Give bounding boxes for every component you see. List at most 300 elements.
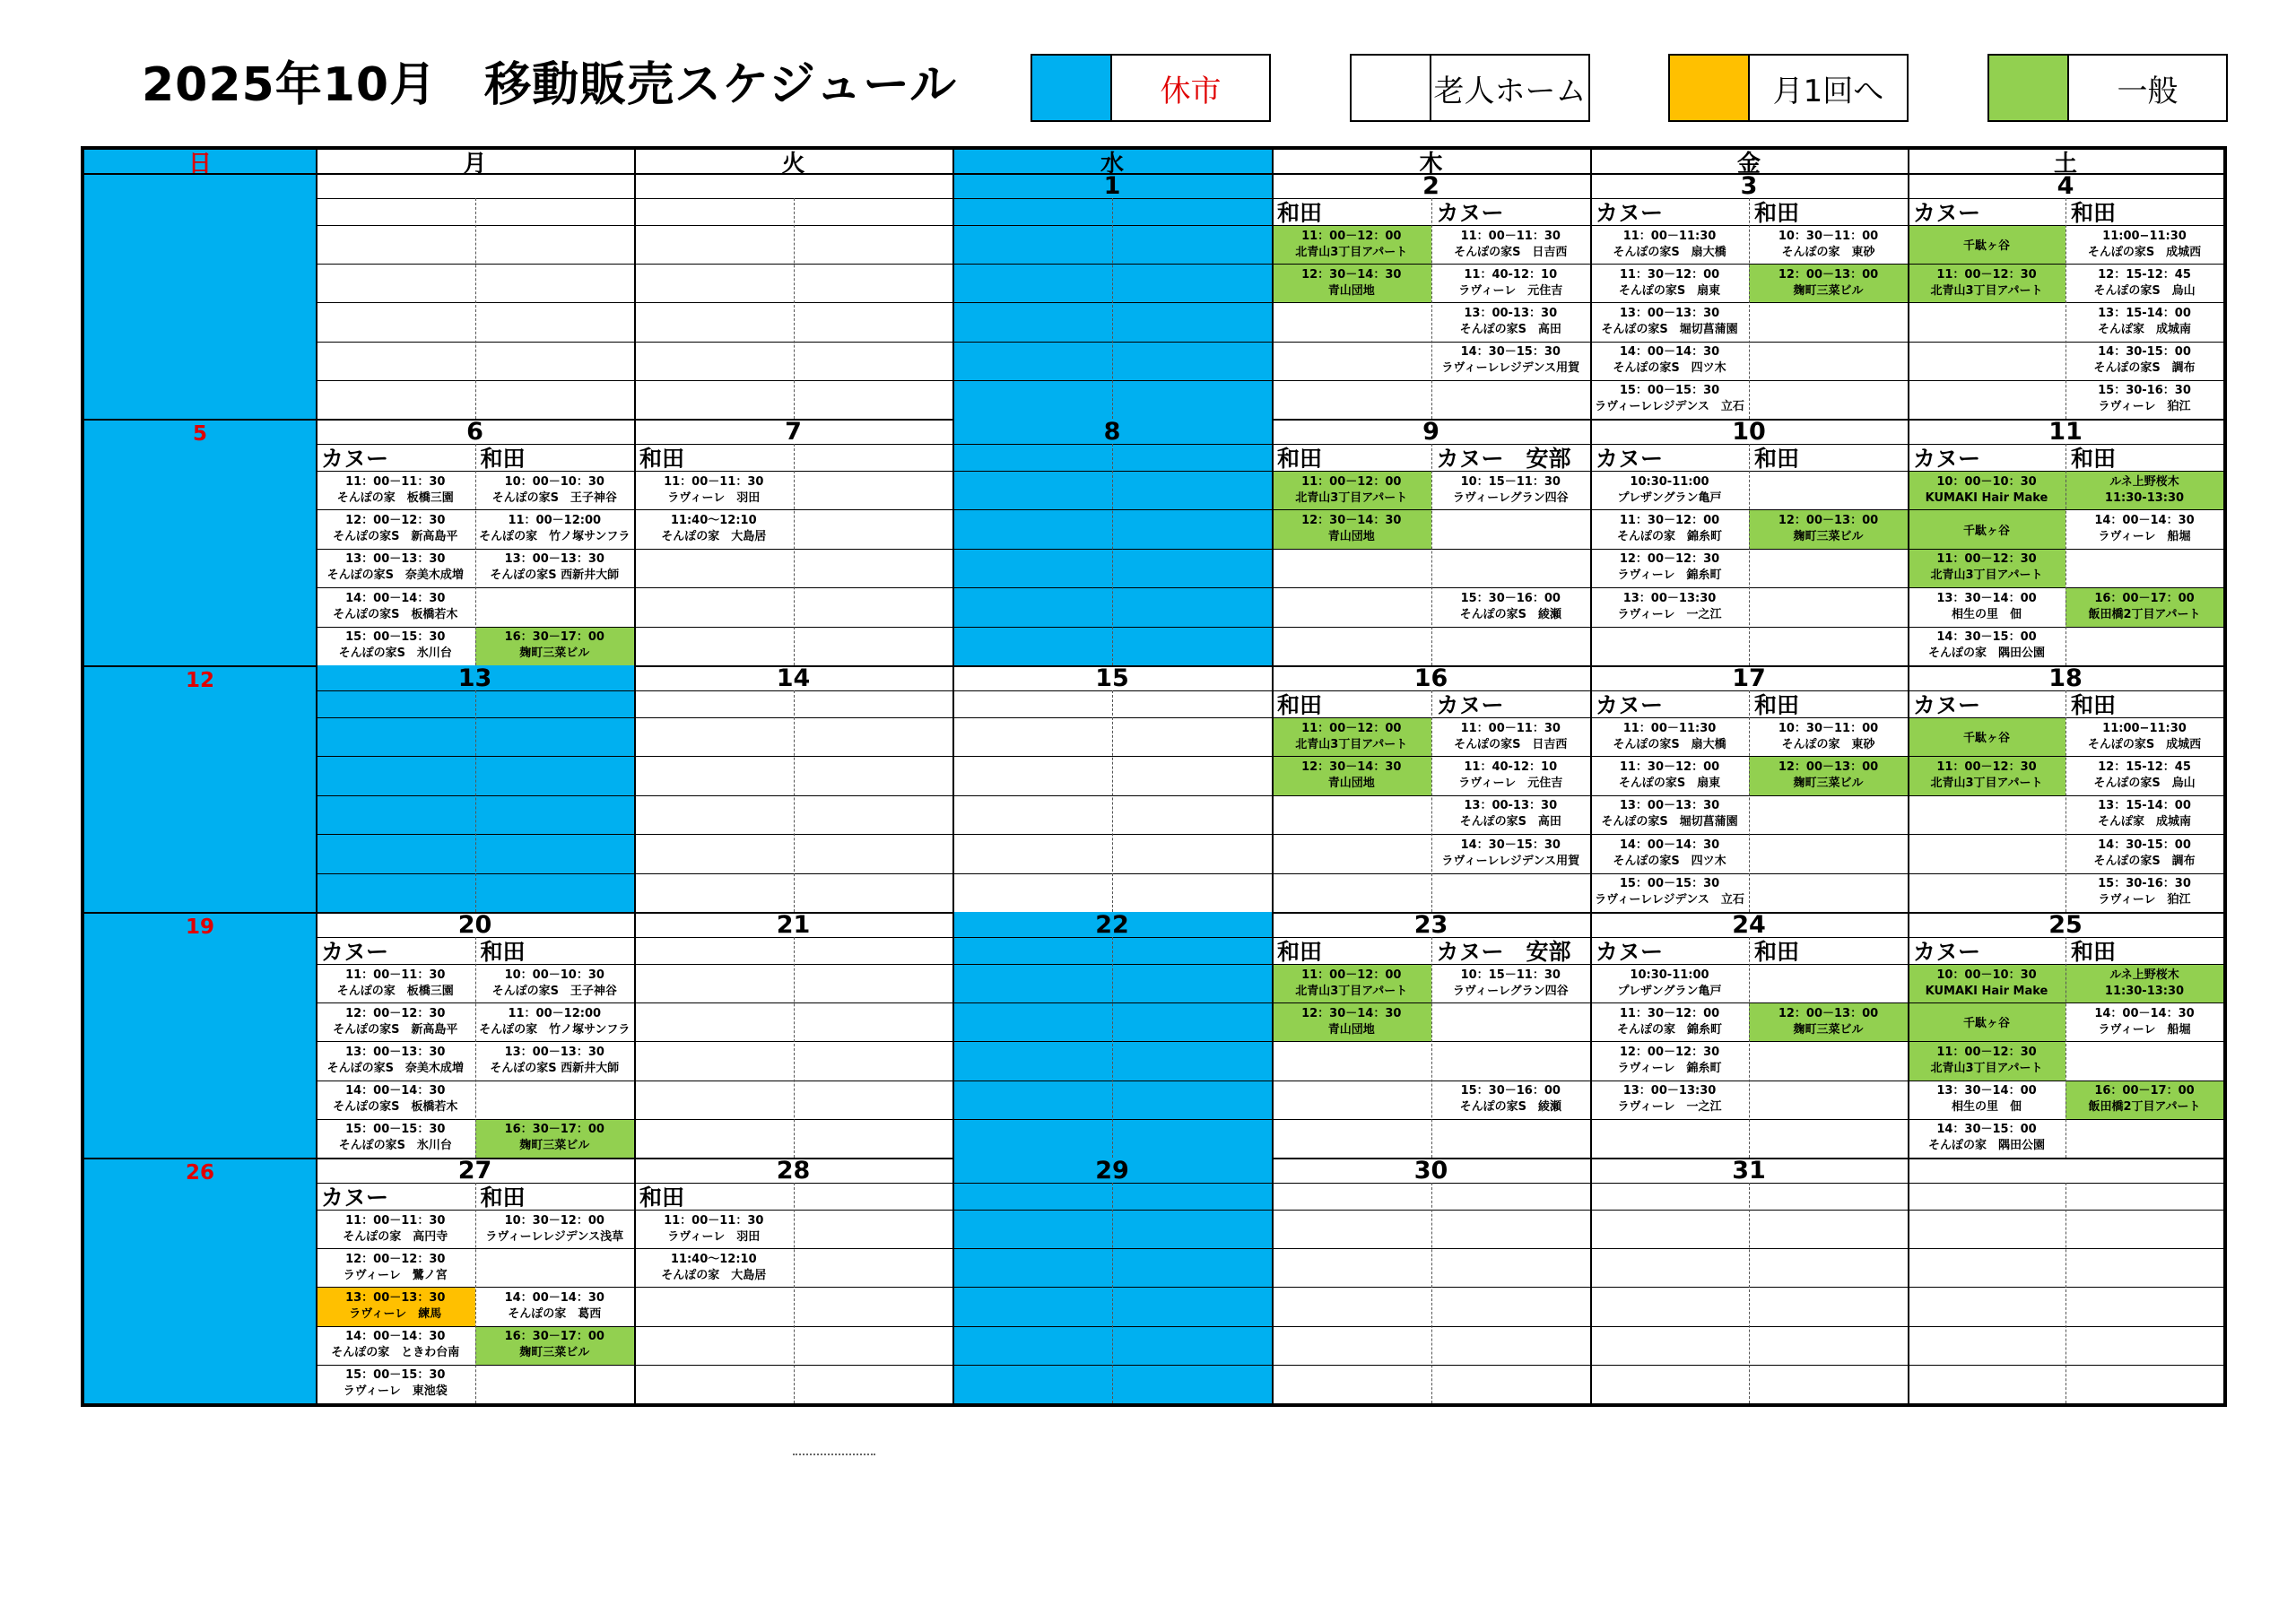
event-place: 麹町三菜ビル bbox=[519, 1346, 590, 1360]
grid-line bbox=[1112, 937, 1113, 1158]
event-cell bbox=[1431, 587, 1591, 626]
staff-name: カヌー bbox=[321, 1185, 389, 1210]
grid-line bbox=[1431, 1183, 1432, 1403]
grid-line bbox=[1112, 444, 1113, 665]
legend-label: 休市 bbox=[1160, 73, 1222, 109]
staff-name: 和田 bbox=[2071, 446, 2117, 471]
date-number: 13 bbox=[457, 665, 492, 690]
event-cell-highlight bbox=[475, 1119, 635, 1158]
event-cell bbox=[1431, 964, 1591, 1002]
staff-name: 和田 bbox=[639, 446, 685, 471]
weekday-header: 木 bbox=[1419, 150, 1443, 173]
event-place: 千駄ヶ谷 bbox=[1962, 524, 2010, 538]
event-time: 12：00－13：00 bbox=[1778, 1006, 1879, 1020]
legend-swatch bbox=[1670, 56, 1750, 120]
event-place: 相生の里 佃 bbox=[1951, 607, 2022, 621]
event-cell-highlight bbox=[475, 1326, 635, 1365]
event-cell bbox=[475, 509, 635, 548]
legend-item bbox=[1031, 54, 1271, 122]
event-time: 10:30-11:00 bbox=[1630, 968, 1709, 982]
event-time: 12：00－12：30 bbox=[1619, 1045, 1720, 1059]
grid-line bbox=[1749, 1183, 1750, 1403]
event-cell bbox=[1590, 873, 1749, 912]
event-time: 12：00－12：30 bbox=[345, 1006, 446, 1020]
event-cell bbox=[475, 964, 635, 1002]
event-place: そんぽの家S 氷川台 bbox=[338, 1139, 452, 1153]
weekday-header: 土 bbox=[2053, 150, 2077, 173]
date-number: 7 bbox=[785, 419, 802, 444]
event-place: 麹町三菜ビル bbox=[1793, 1022, 1864, 1037]
event-cell bbox=[2066, 509, 2223, 548]
event-cell bbox=[316, 1081, 475, 1119]
event-place: 11:30-13:30 bbox=[2104, 984, 2185, 998]
event-time: 11：00－12:00 bbox=[508, 514, 602, 528]
event-time: 11：00－11：30 bbox=[345, 474, 446, 489]
event-time: 10：00－10：30 bbox=[504, 968, 604, 982]
dotted-mark bbox=[793, 1454, 875, 1455]
event-place: ラヴィーレ 鷺ノ宮 bbox=[343, 1268, 448, 1282]
sunday-date: 5 bbox=[192, 422, 207, 446]
event-cell bbox=[634, 1210, 794, 1248]
event-cell bbox=[2066, 717, 2223, 756]
event-time: 10：30－12：00 bbox=[504, 1213, 604, 1228]
event-cell bbox=[2066, 380, 2223, 419]
event-time: 13：00－13：30 bbox=[504, 552, 604, 567]
event-cell-highlight bbox=[1749, 1002, 1908, 1041]
page-title: 2025年10月 移動販売スケジュール bbox=[142, 58, 957, 112]
sunday-date: 26 bbox=[185, 1161, 214, 1185]
staff-name: カヌー bbox=[1913, 692, 1981, 717]
event-cell bbox=[475, 1210, 635, 1248]
grid-line bbox=[316, 150, 317, 1403]
event-place: 北青山3丁目アパート bbox=[1295, 984, 1408, 998]
date-number: 8 bbox=[1103, 419, 1121, 444]
event-cell bbox=[2066, 1002, 2223, 1041]
weekday-header: 金 bbox=[1736, 150, 1761, 173]
date-number: 29 bbox=[1095, 1158, 1129, 1183]
event-place: ラヴィーレ 船堀 bbox=[2098, 530, 2191, 544]
date-number: 18 bbox=[2048, 665, 2083, 690]
event-place: そんぽの家 隅田公園 bbox=[1927, 1139, 2045, 1153]
event-time: 11：00－11：30 bbox=[345, 1213, 446, 1228]
event-place: ラヴィーレ 狛江 bbox=[2098, 893, 2191, 907]
event-time: 11:00−11:30 bbox=[2102, 721, 2187, 735]
event-cell-highlight bbox=[316, 1287, 475, 1325]
date-number: 14 bbox=[776, 665, 811, 690]
event-cell bbox=[634, 1248, 794, 1287]
event-cell bbox=[634, 471, 794, 509]
staff-name: カヌー bbox=[1436, 692, 1504, 717]
event-time: 13：00－13：30 bbox=[345, 1290, 446, 1305]
event-time: 10：15－11：30 bbox=[1460, 474, 1561, 489]
event-place: 北青山3丁目アパート bbox=[1930, 283, 2043, 298]
event-place: KUMAKI Hair Make bbox=[1925, 490, 2048, 505]
event-place: そんぽの家S 高田 bbox=[1459, 815, 1561, 829]
event-time: 14：30－15：30 bbox=[1460, 838, 1561, 852]
event-time: 14：30-15：00 bbox=[2098, 838, 2191, 852]
event-cell-highlight bbox=[475, 627, 635, 665]
grid-line bbox=[794, 1183, 795, 1403]
event-place: 青山団地 bbox=[1327, 777, 1375, 791]
event-time: 11：30－12：00 bbox=[1619, 1006, 1720, 1020]
grid-line bbox=[794, 937, 795, 1158]
event-place: そんぽの家S 日吉西 bbox=[1454, 737, 1568, 751]
event-time: 15：00－15：30 bbox=[345, 630, 446, 645]
event-time: 10：00－10：30 bbox=[1936, 968, 2037, 982]
event-time: 14：00－14：30 bbox=[1619, 345, 1720, 360]
event-time: 14：00－14：30 bbox=[1619, 838, 1720, 852]
event-place: そんぽの家S 新高島平 bbox=[333, 530, 458, 544]
event-cell bbox=[1590, 509, 1749, 548]
staff-name: カヌー 安部 bbox=[1436, 939, 1571, 964]
event-time: 11：00－12：00 bbox=[1301, 474, 1402, 489]
event-place: そんぽの家S 調布 bbox=[2093, 854, 2196, 868]
event-time: 10：15－11：30 bbox=[1460, 968, 1561, 982]
event-cell-highlight bbox=[1272, 756, 1431, 794]
date-number: 11 bbox=[2048, 419, 2083, 444]
date-number: 10 bbox=[1732, 419, 1766, 444]
event-place: そんぽの家 東砂 bbox=[1781, 737, 1875, 751]
event-cell bbox=[1431, 717, 1591, 756]
event-time: 11：00－11:30 bbox=[1622, 721, 1717, 735]
event-time: 10：30－11：00 bbox=[1778, 229, 1879, 243]
event-cell-highlight bbox=[2066, 964, 2223, 1002]
event-cell bbox=[475, 1041, 635, 1080]
event-cell bbox=[316, 964, 475, 1002]
event-time: 12：30－14：30 bbox=[1301, 267, 1402, 282]
event-cell bbox=[316, 1326, 475, 1365]
event-place: そんぽの家S 調布 bbox=[2093, 361, 2196, 376]
event-cell-highlight bbox=[2066, 587, 2223, 626]
event-place: ラヴィーレレジデンス 立石 bbox=[1595, 893, 1744, 907]
event-place: そんぽの家 錦糸町 bbox=[1616, 1022, 1722, 1037]
event-time: 13：00－13：30 bbox=[1619, 799, 1720, 813]
event-place: そんぽの家S 奈美木成増 bbox=[326, 1061, 464, 1075]
legend-swatch bbox=[1989, 56, 2069, 120]
event-cell bbox=[1908, 1119, 2066, 1158]
date-number: 23 bbox=[1413, 912, 1448, 937]
event-time: 12：00－13：00 bbox=[1778, 514, 1879, 528]
staff-name: 和田 bbox=[2071, 692, 2117, 717]
event-time: 14：30－15：00 bbox=[1936, 630, 2037, 645]
event-place: ラヴィーレ 羽田 bbox=[667, 490, 761, 505]
event-place: ラヴィーレ 東池袋 bbox=[343, 1384, 448, 1399]
event-cell bbox=[2066, 834, 2223, 872]
staff-name: カヌー bbox=[1596, 939, 1664, 964]
event-cell-highlight bbox=[1908, 1041, 2066, 1080]
event-time: 14：00－14：30 bbox=[345, 1084, 446, 1098]
date-number: 24 bbox=[1732, 912, 1766, 937]
event-cell bbox=[1590, 717, 1749, 756]
event-time: 12：30－14：30 bbox=[1301, 760, 1402, 775]
event-cell bbox=[316, 1002, 475, 1041]
event-cell bbox=[2066, 873, 2223, 912]
event-place: 相生の里 佃 bbox=[1951, 1100, 2022, 1115]
event-cell bbox=[475, 471, 635, 509]
event-time: 11：00－11:30 bbox=[1622, 229, 1717, 243]
event-cell bbox=[475, 1287, 635, 1325]
grid-line bbox=[634, 150, 636, 1403]
event-place: そんぽの家S 扇大橋 bbox=[1613, 737, 1726, 751]
event-time: 11:40～12:10 bbox=[670, 1252, 757, 1266]
event-cell bbox=[1908, 627, 2066, 665]
event-time: ルネ上野桜木 bbox=[2109, 474, 2179, 489]
event-place: そんぽの家S 堀切菖蒲園 bbox=[1601, 322, 1738, 336]
event-place: そんぽ家 成城南 bbox=[2097, 322, 2191, 336]
event-cell bbox=[2066, 795, 2223, 834]
event-time: 10：30－11：00 bbox=[1778, 721, 1879, 735]
event-time: 13：00-13：30 bbox=[1464, 799, 1558, 813]
event-place: ラヴィーレレジデンス用賀 bbox=[1441, 854, 1580, 868]
grid-line bbox=[1112, 1183, 1113, 1403]
event-cell-highlight bbox=[1908, 509, 2066, 548]
event-time: 13：00－13：30 bbox=[1619, 306, 1720, 320]
event-place: ラヴィーレ 羽田 bbox=[667, 1229, 761, 1244]
event-place: そんぽの家 ときわ台南 bbox=[331, 1346, 460, 1360]
event-cell-highlight bbox=[1272, 225, 1431, 264]
event-time: 12：30－14：30 bbox=[1301, 1006, 1402, 1020]
event-cell bbox=[316, 1119, 475, 1158]
event-cell bbox=[1590, 225, 1749, 264]
event-place: 北青山3丁目アパート bbox=[1295, 737, 1408, 751]
event-time: 16：30－17：00 bbox=[504, 1123, 604, 1137]
event-time: 11：00－11：30 bbox=[1460, 721, 1561, 735]
event-time: 12：00－13：00 bbox=[1778, 267, 1879, 282]
event-cell-highlight bbox=[1908, 964, 2066, 1002]
event-place: そんぽの家S 四ツ木 bbox=[1613, 854, 1726, 868]
event-cell bbox=[2066, 302, 2223, 341]
event-place: そんぽの家S 新高島平 bbox=[333, 1022, 458, 1037]
event-place: そんぽの家 竹ノ塚サンフラ bbox=[479, 530, 631, 544]
event-cell bbox=[1431, 834, 1591, 872]
legend-label: 一般 bbox=[2117, 73, 2179, 109]
date-number: 30 bbox=[1413, 1158, 1448, 1183]
date-number: 25 bbox=[2048, 912, 2083, 937]
event-cell bbox=[1908, 587, 2066, 626]
event-time: 14：30－15：30 bbox=[1460, 345, 1561, 360]
event-cell-highlight bbox=[1272, 509, 1431, 548]
staff-name: カヌー bbox=[1913, 200, 1981, 225]
event-time: 12：00－13：00 bbox=[1778, 760, 1879, 775]
event-cell bbox=[316, 1041, 475, 1080]
event-time: 11：30－12：00 bbox=[1619, 514, 1720, 528]
staff-name: 和田 bbox=[1277, 200, 1323, 225]
weekday-header: 月 bbox=[463, 150, 487, 173]
event-time: ルネ上野桜木 bbox=[2109, 968, 2179, 982]
staff-name: カヌー 安部 bbox=[1436, 446, 1571, 471]
legend-swatch bbox=[1352, 56, 1431, 120]
event-cell-highlight bbox=[1908, 225, 2066, 264]
event-place: ラヴィーレ 一之江 bbox=[1617, 607, 1722, 621]
event-place: そんぽの家S 綾瀬 bbox=[1459, 1100, 1561, 1115]
event-place: 千駄ヶ谷 bbox=[1962, 1017, 2010, 1031]
event-cell bbox=[2066, 342, 2223, 380]
event-time: 12：15-12：45 bbox=[2098, 760, 2191, 775]
staff-name: 和田 bbox=[1754, 692, 1800, 717]
staff-name: カヌー bbox=[321, 939, 389, 964]
event-time: 15：30－16：00 bbox=[1460, 591, 1561, 605]
staff-name: 和田 bbox=[480, 1185, 526, 1210]
sunday-date: 12 bbox=[185, 669, 214, 692]
event-time: 13：30－14：00 bbox=[1936, 591, 2037, 605]
event-place: そんぽの家S 堀切菖蒲園 bbox=[1601, 815, 1738, 829]
event-cell bbox=[316, 471, 475, 509]
event-time: 16：00－17：00 bbox=[2094, 591, 2195, 605]
event-time: 13：15-14：00 bbox=[2098, 799, 2191, 813]
event-place: そんぽの家S 烏山 bbox=[2093, 777, 2196, 791]
event-cell bbox=[1590, 834, 1749, 872]
event-cell bbox=[1431, 795, 1591, 834]
event-time: 11：30－12：00 bbox=[1619, 267, 1720, 282]
event-cell bbox=[1908, 1081, 2066, 1119]
event-place: 千駄ヶ谷 bbox=[1962, 239, 2010, 254]
event-cell bbox=[1590, 264, 1749, 302]
event-time: 15：00－15：30 bbox=[1619, 877, 1720, 891]
event-place: そんぽの家S 板橋若木 bbox=[333, 1100, 458, 1115]
event-time: 11：30－12：00 bbox=[1619, 760, 1720, 775]
event-place: ラヴィーレレジデンス用賀 bbox=[1441, 361, 1580, 376]
event-place: そんぽの家 板橋三園 bbox=[336, 490, 454, 505]
event-place: プレザングラン亀戸 bbox=[1617, 984, 1722, 998]
event-cell bbox=[1590, 471, 1749, 509]
event-place: そんぽの家S 西新井大師 bbox=[490, 1061, 620, 1075]
staff-name: 和田 bbox=[480, 446, 526, 471]
event-time: 12：30－14：30 bbox=[1301, 514, 1402, 528]
event-cell bbox=[2066, 756, 2223, 794]
event-time: 13：00－13：30 bbox=[345, 1045, 446, 1059]
event-time: 14：00－14：30 bbox=[504, 1290, 604, 1305]
event-cell bbox=[475, 549, 635, 587]
event-place: ラヴィーレグラン四谷 bbox=[1452, 490, 1569, 505]
event-time: 11：40-12：10 bbox=[1464, 760, 1558, 775]
event-cell bbox=[1431, 302, 1591, 341]
grid-line bbox=[475, 937, 476, 1158]
event-time: 13：00－13：30 bbox=[504, 1045, 604, 1059]
sunday-date: 19 bbox=[185, 916, 214, 939]
date-number: 16 bbox=[1413, 665, 1448, 690]
event-place: そんぽの家 大島居 bbox=[661, 1268, 767, 1282]
event-place: そんぽの家 竹ノ塚サンフラ bbox=[479, 1022, 631, 1037]
grid-line bbox=[1749, 690, 1750, 912]
event-place: そんぽの家 高円寺 bbox=[343, 1229, 448, 1244]
event-cell bbox=[1749, 717, 1908, 756]
calendar-grid bbox=[81, 146, 2227, 1407]
weekday-header: 日 bbox=[84, 150, 316, 173]
event-time: 15：30-16：30 bbox=[2098, 384, 2191, 398]
event-place: そんぽの家S 王子神谷 bbox=[491, 984, 617, 998]
event-place: ラヴィーレ 錦糸町 bbox=[1617, 1061, 1722, 1075]
event-time: 14：00－14：30 bbox=[345, 591, 446, 605]
event-time: 14：30-15：00 bbox=[2098, 345, 2191, 360]
event-time: 16：00－17：00 bbox=[2094, 1084, 2195, 1098]
event-time: 10：00－10：30 bbox=[1936, 474, 2037, 489]
event-cell bbox=[2066, 225, 2223, 264]
event-cell bbox=[1590, 587, 1749, 626]
event-time: 12：00－12：30 bbox=[345, 514, 446, 528]
event-cell-highlight bbox=[1749, 264, 1908, 302]
event-cell bbox=[1431, 225, 1591, 264]
event-cell-highlight bbox=[1272, 1002, 1431, 1041]
grid-line bbox=[1431, 444, 1432, 665]
grid-line bbox=[1749, 937, 1750, 1158]
event-cell-highlight bbox=[1908, 717, 2066, 756]
event-time: 11：00－12：30 bbox=[1936, 1045, 2037, 1059]
weekday-header: 火 bbox=[781, 150, 805, 173]
event-time: 13：00－13：30 bbox=[345, 552, 446, 567]
date-number: 28 bbox=[776, 1158, 811, 1183]
event-cell bbox=[1431, 756, 1591, 794]
event-place: ラヴィーレ 狛江 bbox=[2098, 400, 2191, 414]
legend-label: 老人ホーム bbox=[1433, 73, 1587, 109]
grid-line bbox=[1112, 690, 1113, 912]
event-cell-highlight bbox=[1908, 1002, 2066, 1041]
event-place: そんぽの家S 成城西 bbox=[2087, 245, 2202, 259]
staff-name: 和田 bbox=[1754, 446, 1800, 471]
event-cell bbox=[1590, 380, 1749, 419]
event-time: 14：00－14：30 bbox=[2094, 514, 2195, 528]
event-time: 11：00－11：30 bbox=[664, 1213, 764, 1228]
event-place: そんぽの家 大島居 bbox=[661, 530, 767, 544]
event-place: 青山団地 bbox=[1327, 283, 1375, 298]
weekday-header: 水 bbox=[952, 150, 1272, 173]
event-cell bbox=[1590, 342, 1749, 380]
grid-line bbox=[794, 444, 795, 665]
event-cell-highlight bbox=[1749, 509, 1908, 548]
event-time: 11:40～12:10 bbox=[670, 514, 757, 528]
staff-name: カヌー bbox=[1913, 446, 1981, 471]
date-number: 20 bbox=[457, 912, 492, 937]
event-cell bbox=[316, 587, 475, 626]
event-cell bbox=[1590, 302, 1749, 341]
staff-name: 和田 bbox=[2071, 200, 2117, 225]
event-cell bbox=[475, 1002, 635, 1041]
event-time: 13：00－13:30 bbox=[1622, 1084, 1717, 1098]
event-time: 15：30－16：00 bbox=[1460, 1084, 1561, 1098]
event-cell-highlight bbox=[1749, 756, 1908, 794]
event-place: そんぽ家 成城南 bbox=[2097, 815, 2191, 829]
staff-name: カヌー bbox=[1913, 939, 1981, 964]
event-time: 11：00－12：30 bbox=[1936, 760, 2037, 775]
event-place: そんぽの家S 扇東 bbox=[1618, 283, 1721, 298]
event-time: 16：30－17：00 bbox=[504, 1330, 604, 1344]
date-number: 3 bbox=[1740, 173, 1758, 198]
event-cell bbox=[316, 1210, 475, 1248]
date-number: 2 bbox=[1422, 173, 1439, 198]
event-place: 北青山3丁目アパート bbox=[1930, 777, 2043, 791]
staff-name: カヌー bbox=[1436, 200, 1504, 225]
event-cell bbox=[1431, 342, 1591, 380]
event-cell bbox=[1590, 549, 1749, 587]
event-place: ラヴィーレ 元住吉 bbox=[1458, 777, 1563, 791]
event-cell-highlight bbox=[1272, 964, 1431, 1002]
event-place: そんぽの家S 西新井大師 bbox=[490, 568, 620, 583]
staff-name: 和田 bbox=[1754, 939, 1800, 964]
event-cell bbox=[1590, 1041, 1749, 1080]
event-time: 11：00－12：00 bbox=[1301, 721, 1402, 735]
event-time: 12：00－12：30 bbox=[1619, 552, 1720, 567]
legend-label: 月1回へ bbox=[1772, 73, 1884, 109]
event-place: そんぽの家S 板橋若木 bbox=[333, 607, 458, 621]
event-cell-highlight bbox=[1908, 471, 2066, 509]
event-place: ラヴィーレ 船堀 bbox=[2098, 1022, 2191, 1037]
date-number: 17 bbox=[1732, 665, 1766, 690]
staff-name: カヌー bbox=[321, 446, 389, 471]
grid-line bbox=[475, 1183, 476, 1403]
date-number: 22 bbox=[1095, 912, 1129, 937]
event-time: 14：30－15：00 bbox=[1936, 1123, 2037, 1137]
event-place: ラヴィーレ 錦糸町 bbox=[1617, 568, 1722, 583]
event-time: 11：00－11：30 bbox=[345, 968, 446, 982]
